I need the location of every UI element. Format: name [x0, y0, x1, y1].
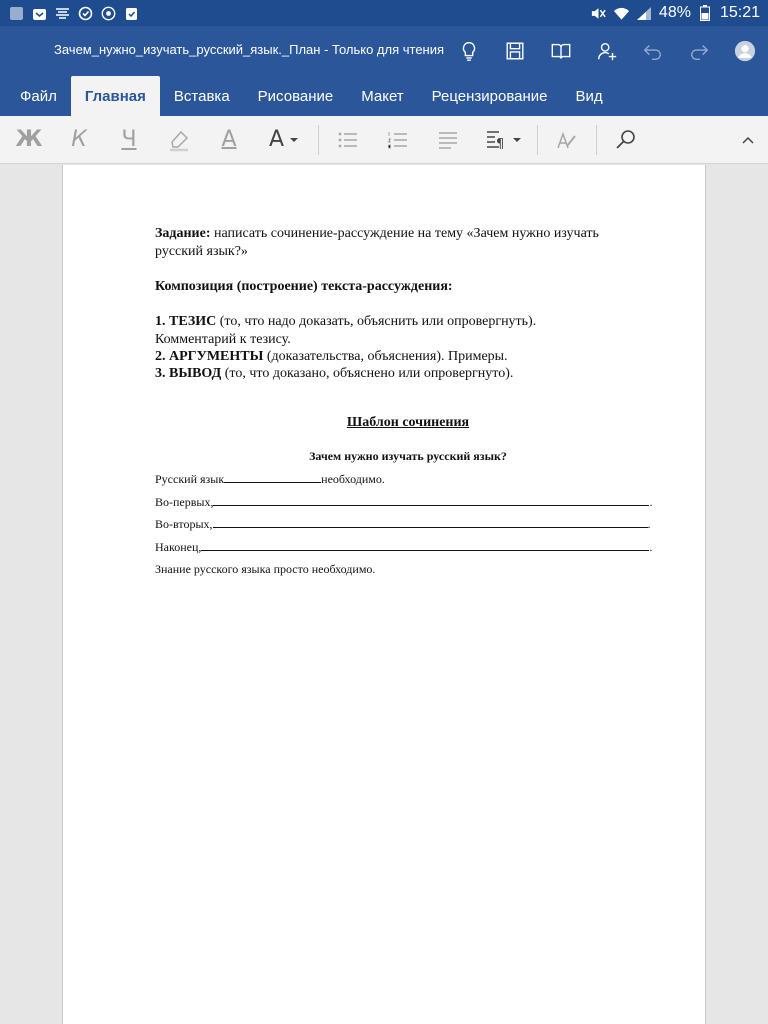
tab-home[interactable]: Главная	[71, 76, 160, 116]
toolbar-divider	[537, 125, 538, 155]
template-question: Зачем нужно изучать русский язык?	[309, 449, 507, 463]
chevron-down-icon	[289, 135, 299, 145]
align-left-icon	[436, 128, 460, 152]
toolbar-divider	[318, 125, 319, 155]
template-heading: Шаблон сочинения	[346, 415, 470, 430]
bullets-button[interactable]	[323, 116, 373, 164]
underline-button[interactable]: Ч	[121, 127, 137, 152]
italic-button[interactable]: К	[71, 127, 87, 152]
template-line-2	[155, 494, 652, 511]
ribbon-tabs	[0, 76, 768, 116]
template-conclusion: Знание русского языка просто необходимо.	[155, 562, 376, 576]
font-color-button[interactable]: A	[221, 127, 237, 152]
wifi-icon	[613, 5, 630, 21]
battery-percent: 48%	[658, 4, 691, 21]
gallery-icon	[8, 5, 25, 21]
task-text: написать сочинение-рассуждение на тему «Зачем нужно изучать	[210, 226, 599, 241]
tab-insert[interactable]: Вставка	[173, 87, 230, 105]
align-button[interactable]	[423, 116, 473, 164]
chrome-icon	[100, 5, 117, 21]
line-end-dot: .	[647, 517, 651, 531]
blank-line	[224, 471, 321, 483]
item-arguments	[155, 348, 508, 365]
numbering-button[interactable]	[373, 116, 423, 164]
line-end-dot: .	[649, 540, 653, 554]
svg-text:¶: ¶	[495, 136, 504, 152]
search-icon	[614, 128, 638, 152]
tab-layout[interactable]: Макет	[361, 87, 404, 105]
item-arguments-label: 2. АРГУМЕНТЫ	[155, 349, 264, 364]
save-icon[interactable]	[492, 26, 538, 76]
highlight-button[interactable]	[154, 116, 204, 164]
item-conclusion-label: 3. ВЫВОД	[155, 366, 222, 381]
line-end-dot: .	[649, 495, 653, 509]
undo-icon[interactable]	[630, 26, 676, 76]
font-menu-label: A	[268, 127, 285, 152]
collapse-ribbon-button[interactable]	[738, 130, 758, 150]
highlighter-icon	[167, 128, 191, 152]
template-line-3	[155, 516, 651, 533]
item-thesis-text: (то, что надо доказать, объяснить или опровергнуть).	[216, 314, 537, 329]
font-menu-button[interactable]	[254, 116, 314, 164]
lines-icon	[54, 5, 71, 21]
redo-icon[interactable]	[676, 26, 722, 76]
battery-icon	[697, 5, 714, 21]
template-line-4	[155, 539, 652, 556]
clipboard-icon	[123, 5, 140, 21]
lightbulb-icon[interactable]	[446, 26, 492, 76]
template-line-1-end: необходимо.	[321, 472, 385, 486]
template-line-1-start: Русский язык	[155, 472, 225, 486]
document-title: Зачем_нужно_изучать_русский_язык._План - Только для чтения	[54, 42, 445, 57]
item-thesis-label: 1. ТЕЗИС	[155, 314, 217, 329]
title-bar	[0, 26, 768, 76]
bold-button[interactable]: Ж	[15, 127, 43, 152]
toolbar-divider	[596, 125, 597, 155]
paragraph-button[interactable]	[473, 116, 533, 164]
chevron-up-icon	[741, 135, 755, 145]
account-icon[interactable]	[722, 26, 768, 76]
blank-line	[213, 516, 648, 528]
item-thesis	[155, 313, 536, 330]
formatting-toolbar	[0, 116, 768, 164]
composition-heading: Композиция (построение) текста-рассуждения:	[155, 279, 453, 294]
item-conclusion-text: (то, что доказано, объяснено или опровергнуто).	[221, 366, 514, 381]
task-label: Задание:	[155, 226, 211, 241]
item-conclusion	[155, 365, 513, 382]
signal-icon	[636, 5, 653, 21]
template-line-2-start: Во-первых,	[155, 495, 214, 509]
template-line-4-start: Наконец,	[155, 540, 202, 554]
tab-review[interactable]: Рецензирование	[431, 87, 548, 105]
template-line-1	[155, 471, 385, 488]
bullet-list-icon	[336, 128, 360, 152]
task-text-continued: русский язык?»	[155, 244, 248, 259]
chevron-down-icon	[512, 135, 522, 145]
template-line-3-start: Во-вторых,	[155, 517, 213, 531]
document-page[interactable]	[62, 165, 706, 1024]
share-icon[interactable]	[584, 26, 630, 76]
task-line	[155, 225, 599, 242]
tab-file[interactable]: Файл	[20, 87, 57, 105]
item-arguments-text: (доказательства, объяснения). Примеры.	[263, 349, 508, 364]
mute-icon	[590, 5, 607, 21]
numbered-list-icon	[386, 128, 410, 152]
tab-draw[interactable]: Рисование	[257, 87, 334, 105]
document-area[interactable]	[0, 165, 768, 1024]
blank-line	[201, 539, 649, 551]
styles-button[interactable]	[542, 116, 592, 164]
sync-icon	[77, 5, 94, 21]
thesis-comment: Комментарий к тезису.	[155, 332, 291, 347]
book-icon[interactable]	[538, 26, 584, 76]
bag-icon	[31, 5, 48, 21]
paragraph-icon	[485, 128, 509, 152]
clock: 15:21	[719, 4, 760, 21]
status-bar	[0, 0, 768, 26]
blank-line	[213, 494, 649, 506]
search-button[interactable]	[601, 116, 651, 164]
styles-icon	[555, 128, 579, 152]
tab-view[interactable]: Вид	[575, 87, 603, 105]
